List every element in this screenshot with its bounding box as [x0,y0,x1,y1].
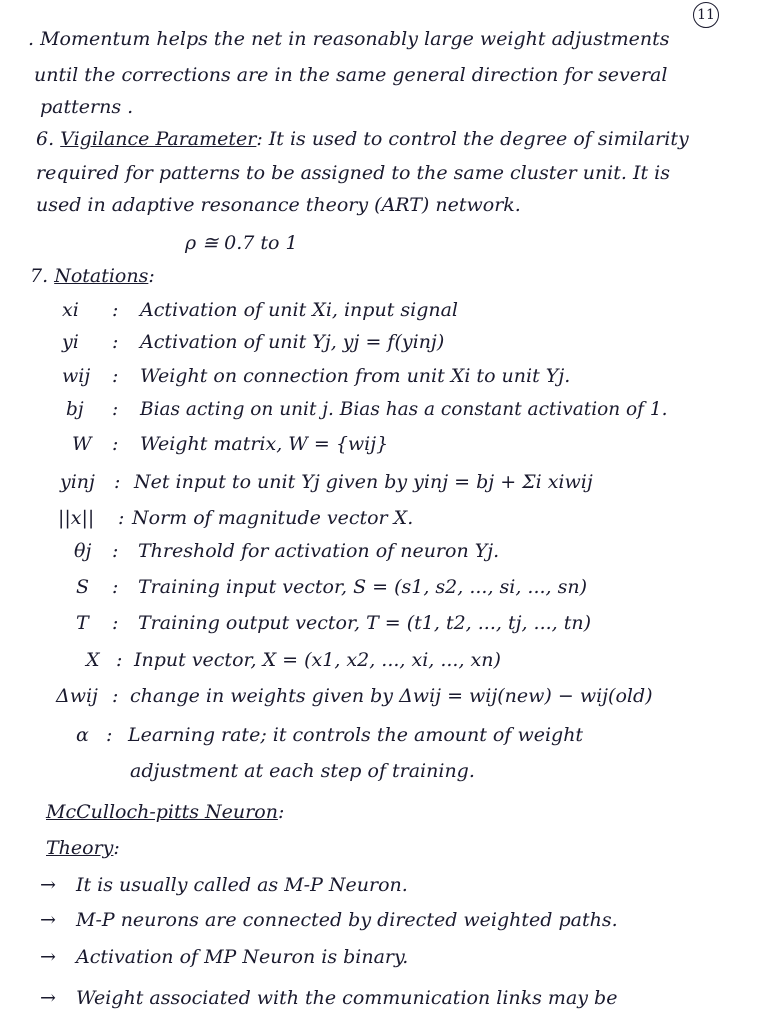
notation-symbol: S [76,576,90,598]
page-number: 11 [693,2,719,28]
vigilance-range: ρ ≅ 0.7 to 1 [185,232,298,254]
notation-separator: : [112,433,119,455]
vigilance-heading-line [36,127,689,151]
theory-heading-line [46,836,120,860]
notations-heading-line [30,264,155,288]
notation-row [62,364,570,388]
theory-point-text: Activation of MP Neuron is binary. [76,946,409,968]
notation-description: Threshold for activation of neuron Yj. [138,540,500,562]
vigilance-first-line: : It is used to control the degree of similarity [256,128,689,150]
notation-separator: : [112,540,119,562]
notation-continuation: adjustment at each step of training. [130,760,475,782]
notations-colon: : [148,265,155,287]
notation-symbol: ||x|| [58,507,95,529]
notation-symbol: yi [62,331,79,353]
notation-row [74,539,499,563]
notation-description: Learning rate; it controls the amount of weight [128,724,584,746]
notation-separator: : [114,471,121,493]
notation-description: Training input vector, S = (s1, s2, ..., si, ..., sn) [138,576,588,598]
notation-description: Bias acting on unit j. Bias has a constant activation of 1. [140,399,668,420]
notation-row [76,611,591,635]
mp-neuron-heading-line [46,800,284,824]
notation-separator: : [112,299,119,321]
notation-row [62,330,444,354]
notation-description: Activation of unit Yj, yj = f(yinj) [140,331,445,353]
vigilance-heading: Vigilance Parameter [60,128,257,150]
arrow-right-icon: → [40,874,56,896]
notation-separator: : [112,612,119,634]
notation-row [76,575,587,599]
theory-heading: Theory [46,837,114,859]
notation-row [56,684,653,708]
notation-row [58,506,413,530]
notation-row [66,398,668,422]
notation-description: Net input to unit Yj given by yinj = bj + Σi xiwij [134,471,593,493]
notation-symbol: yinj [60,471,95,493]
notation-symbol: W [72,433,92,455]
theory-colon: : [113,837,120,859]
momentum-line-1: . Momentum helps the net in reasonably large weight adjustments [28,28,670,50]
theory-point [40,986,617,1010]
mp-neuron-heading: McCulloch-pitts Neuron [46,801,278,823]
vigilance-line-2: required for patterns to be assigned to the same cluster unit. It is [36,162,670,184]
notation-separator: : [112,685,119,707]
notation-symbol: wij [62,365,91,387]
theory-point [40,945,408,969]
theory-point [40,873,408,897]
notation-separator: : [116,649,123,671]
arrow-right-icon: → [40,946,56,968]
notation-description: Weight on connection from unit Xi to unit Yj. [140,365,571,387]
notation-symbol: θj [74,540,92,562]
theory-point-text: Weight associated with the communication links may be [76,987,618,1009]
theory-point [40,908,618,932]
notation-symbol: Δwij [56,685,98,707]
notation-row [60,470,593,494]
notation-separator: : [112,331,119,353]
arrow-right-icon: → [40,987,56,1009]
notation-symbol: T [76,612,89,634]
notation-description: Norm of magnitude vector X. [132,507,414,529]
notation-separator: : [112,399,119,420]
vigilance-line-3: used in adaptive resonance theory (ART) network. [36,194,521,216]
notation-description: change in weights given by Δwij = wij(new) − wij(old) [130,685,653,707]
momentum-line-2: until the corrections are in the same general direction for several [34,64,668,86]
notation-row [72,432,388,456]
notation-separator: : [112,576,119,598]
notation-description: Training output vector, T = (t1, t2, ..., tj, ..., tn) [138,612,592,634]
notation-separator: : [118,507,125,529]
notation-separator: : [106,724,113,746]
notation-separator: : [112,365,119,387]
theory-point-text: It is usually called as M-P Neuron. [76,874,408,896]
notation-row [86,648,501,672]
mp-neuron-colon: : [277,801,285,823]
notations-number: 7. [30,265,49,287]
notation-description: Weight matrix, W = {wij} [140,433,389,455]
notation-description: Input vector, X = (x1, x2, ..., xi, ..., xn) [134,649,501,671]
notation-symbol: xi [62,299,79,321]
notation-symbol: X [86,649,100,671]
theory-point-text: M-P neurons are connected by directed weighted paths. [76,909,618,931]
arrow-right-icon: → [40,909,56,931]
notation-row [62,298,458,322]
vigilance-number: 6. [36,128,55,150]
notation-row [76,723,583,747]
momentum-line-3: patterns . [40,96,134,118]
notation-description: Activation of unit Xi, input signal [140,299,458,321]
notation-symbol: bj [66,399,84,420]
notation-symbol: α [76,724,89,746]
notations-heading: Notations [54,265,149,287]
